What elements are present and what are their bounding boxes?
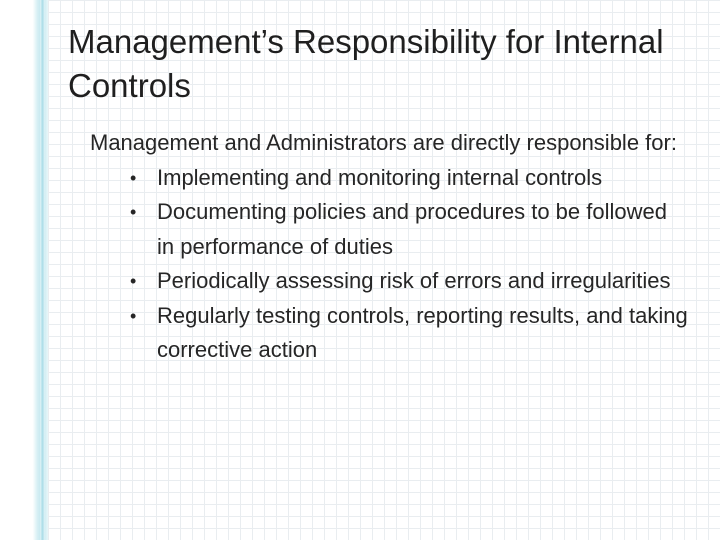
bullet-icon: • xyxy=(130,305,137,326)
list-item xyxy=(90,299,690,368)
intro-text: Management and Administrators are directly responsible for: xyxy=(90,130,677,155)
left-bar-accent-stripe xyxy=(40,0,45,540)
bullet-icon: • xyxy=(130,271,137,291)
bullet-text: Periodically assessing risk of errors and irregularities xyxy=(157,268,671,293)
bullet-text: Implementing and monitoring internal controls xyxy=(157,164,603,190)
slide-body xyxy=(90,126,690,368)
list-item xyxy=(90,264,690,299)
bullet-icon: • xyxy=(130,202,137,222)
list-item xyxy=(90,195,690,264)
list-item xyxy=(90,161,690,196)
slide-title: Management’s Responsibility for Internal Controls xyxy=(68,23,664,104)
bullet-text: Regularly testing controls, reporting results, and taking corrective action xyxy=(157,302,688,362)
bullet-list xyxy=(90,161,690,368)
bullet-icon: • xyxy=(130,167,137,188)
bullet-text: Documenting policies and procedures to be followed in performance of duties xyxy=(157,199,667,259)
